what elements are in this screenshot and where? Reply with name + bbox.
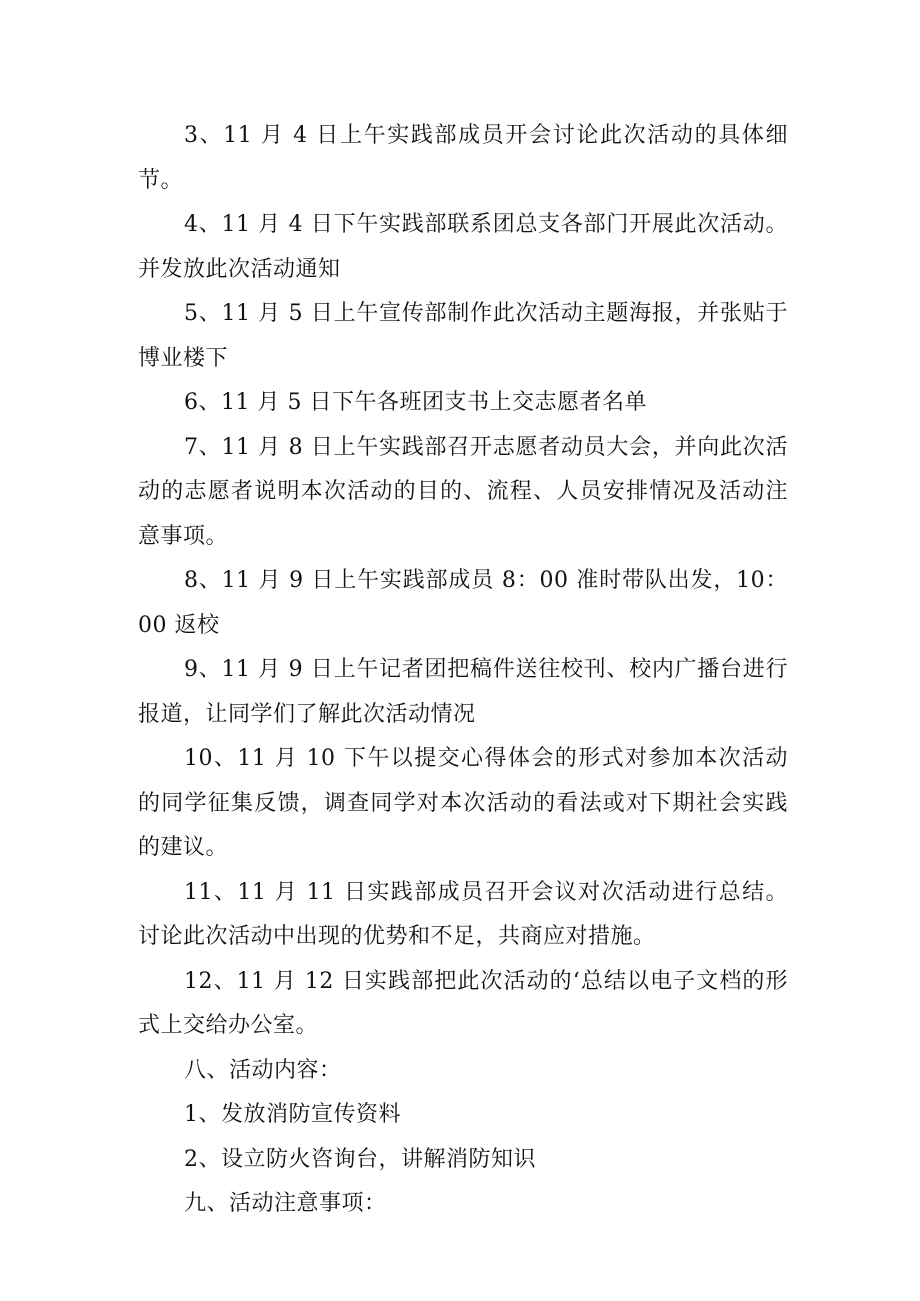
schedule-item-7: 7、11 月 8 日上午实践部召开志愿者动员大会，并向此次活动的志愿者说明本次活动的目的、流程、人员安排情况及活动注意事项。 [138,434,788,549]
schedule-item-4: 4、11 月 4 日下午实践部联系团总支各部门开展此次活动。并发放此次活动通知 [138,212,788,282]
schedule-item-10: 10、11 月 10 下午以提交心得体会的形式对参加本次活动的同学征集反馈，调查同学对本次活动的看法或对下期社会实践的建议。 [138,746,788,860]
schedule-item-11: 11、11 月 11 日实践部成员召开会议对次活动进行总结。讨论此次活动中出现的优势和不足，共商应对措施。 [138,879,788,949]
schedule-item-3: 3、11 月 4 日上午实践部成员开会讨论此次活动的具体细节。 [138,123,788,193]
section-heading-activity-content: 八、活动内容： [184,1057,342,1083]
document-body [138,114,788,1227]
schedule-item-6: 6、11 月 5 日下午各班团支书上交志愿者名单 [184,390,647,415]
schedule-item-9: 9、11 月 9 日上午记者团把稿件送往校刊、校内广播台进行报道，让同学们了解此次活动情况 [138,657,788,727]
section-heading-precautions: 九、活动注意事项： [184,1191,387,1216]
schedule-item-8: 8、11 月 9 日上午实践部成员 8：00 准时带队出发，10：00 返校 [138,568,788,638]
content-item-2: 2、设立防火咨询台，讲解消防知识 [184,1146,536,1172]
schedule-item-12: 12、11 月 12 日实践部把此次活动的‘总结以电子文档的形式上交给办公室。 [138,968,788,1038]
schedule-item-5: 5、11 月 5 日上午宣传部制作此次活动主题海报，并张贴于博业楼下 [138,301,788,371]
content-item-1: 1、发放消防宣传资料 [184,1102,401,1127]
